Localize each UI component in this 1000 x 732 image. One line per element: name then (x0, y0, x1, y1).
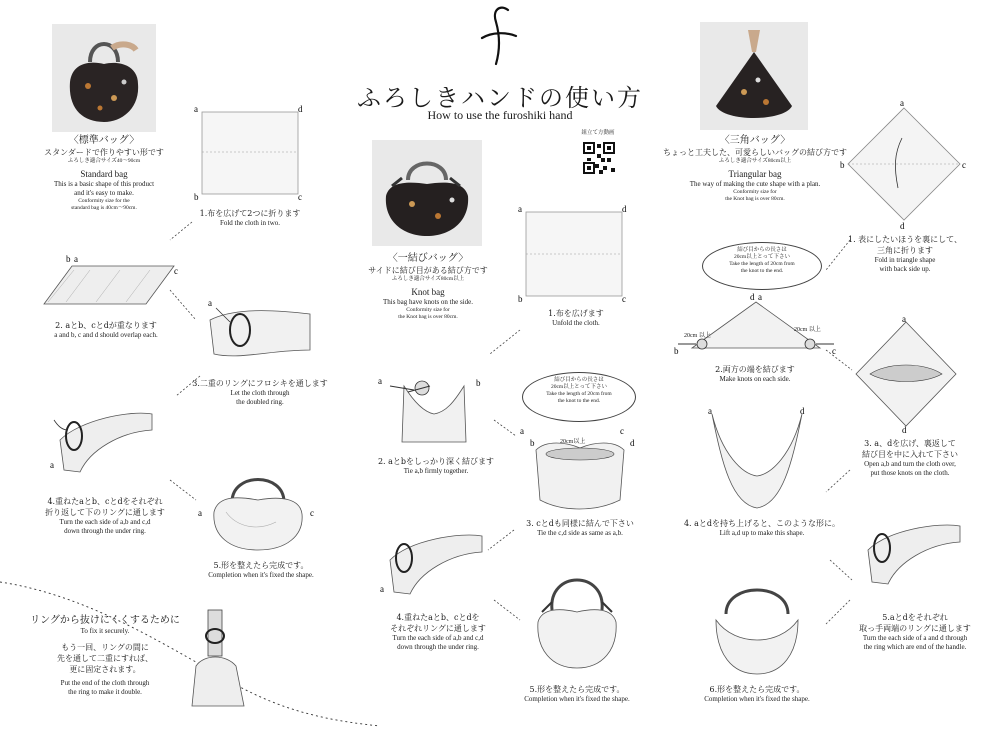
svg-text:d: d (630, 438, 635, 448)
standard-size-jp: ふろしき適合サイズ40〜90cm (67, 158, 141, 164)
note-jp-1: 結び目からの長さは (554, 377, 604, 383)
standard-step4-illustration (40, 400, 160, 490)
step-en2: down through the under ring. (397, 643, 479, 651)
knot-step3-caption (500, 518, 660, 538)
knot-measure-label: 20cm以上 (560, 439, 586, 445)
step-en: Turn the each side of a,b and c,d (59, 518, 151, 526)
note-en-1: Take the length of 20cm from (729, 261, 795, 267)
triangle-step3-illustration (848, 314, 964, 434)
step-jp2: それぞれリングに通します (390, 624, 486, 633)
svg-text:c: c (832, 346, 836, 356)
standard-bag-photo (52, 24, 156, 132)
triangle-conf-1: Conformity size for (733, 189, 777, 195)
svg-text:b: b (518, 294, 523, 304)
standard-step3-caption (180, 378, 340, 407)
svg-text:a: a (380, 584, 384, 594)
knot-step1-caption (496, 308, 656, 328)
knot-step1-illustration (516, 200, 634, 304)
step-jp: 2. aとb、cとdが重なります (55, 321, 157, 330)
step-en: Unfold the cloth. (552, 319, 600, 327)
step-jp: 5.aとdをそれぞれ (882, 613, 948, 622)
svg-text:d: d (750, 292, 755, 302)
svg-text:b: b (476, 378, 481, 388)
step-en: Completion when it's fixed the shape. (524, 695, 630, 703)
tip-en-2: the ring to make it double. (68, 688, 142, 696)
note-en-2: the knot to the end. (740, 268, 784, 274)
step-en2: down through the under ring. (64, 527, 146, 535)
standard-step4-caption (20, 496, 190, 536)
tip-jp-1: もう一回、リングの間に (61, 643, 149, 652)
triangle-title-en: Triangular bag (728, 169, 782, 179)
svg-text:c: c (174, 266, 178, 276)
standard-desc-en-1: This is a basic shape of this product (53, 180, 155, 188)
step-en: Open a,b and turn the cloth over, (864, 460, 956, 468)
knot-length-note (522, 372, 636, 422)
letter-b: b (194, 192, 199, 200)
svg-text:a: a (708, 406, 712, 416)
triangle-step5-illustration (848, 510, 968, 600)
standard-desc-en-2: and it's easy to make. (74, 189, 134, 197)
knot-bag-info (346, 252, 510, 321)
page-title: ふろしきハンドの使い方 (357, 84, 643, 112)
step-jp: 4.重ねたaとb、cとdを (396, 613, 480, 622)
triangle-length-note (702, 242, 822, 290)
svg-text:c: c (620, 426, 624, 436)
svg-text:a: a (758, 292, 762, 302)
knot-step2-caption (356, 456, 516, 476)
knot-title-jp: 〈一結びバッグ〉 (387, 253, 469, 264)
tip-title-en: To fix it securely. (80, 627, 130, 635)
tip-illustration (186, 606, 250, 710)
knot-step2-illustration (374, 372, 494, 456)
step-en: Fold in triangle shape (874, 256, 936, 264)
step-en: a and b, c and d should overlap each. (54, 331, 158, 339)
tip-en-1: Put the end of the cloth through (60, 679, 150, 687)
triangle-step2-caption (680, 364, 830, 384)
standard-subtitle-jp: スタンダードで作りやすい形です (44, 148, 164, 157)
svg-text:d: d (900, 221, 905, 230)
svg-text:a: a (518, 204, 522, 214)
qr-label: 組立て方動画 (581, 130, 615, 136)
step-en: Fold the cloth in two. (219, 219, 281, 227)
step-jp: 5.形を整えたら完成です。 (529, 685, 625, 694)
step-jp2: 折り返して下のリングに通します (45, 508, 165, 517)
triangle-step1-illustration (838, 98, 970, 230)
qr-code-icon (583, 142, 615, 174)
step-en: Completion when it's fixed the shape. (208, 571, 314, 579)
svg-text:b: b (674, 346, 679, 356)
triangle-step6-illustration (702, 574, 812, 680)
step-en: Let the cloth through (230, 389, 290, 397)
knot-title-en: Knot bag (411, 287, 445, 297)
knot-bag-photo (372, 140, 482, 246)
svg-text:b: b (66, 254, 71, 264)
letter-c: c (298, 192, 302, 200)
step-jp: 1.布を広げます (548, 309, 604, 318)
svg-text:a: a (50, 460, 54, 470)
svg-text:d: d (622, 204, 627, 214)
bag-photo-icon (52, 24, 156, 132)
standard-title-jp: 〈標準バッグ〉 (68, 135, 140, 146)
svg-text:a: a (520, 426, 524, 436)
triangle-bag-info (662, 134, 848, 203)
standard-step2-illustration (36, 252, 186, 316)
triangle-desc-en: The way of making the cute shape with a plan. (689, 180, 821, 188)
step-jp: 3. a、dを広げ、裏返して (864, 439, 956, 448)
tip-title-jp: リングから抜けにくくするために (30, 615, 180, 626)
triangle-step5-caption (830, 612, 1000, 652)
knot-step4-caption (356, 612, 520, 652)
bag-photo-icon (700, 22, 808, 130)
tip-jp-3: 更に固定されます。 (69, 665, 141, 674)
note-jp-2: 20cm以上とって下さい (550, 384, 608, 390)
step-jp: 1.布を広げて2つに折ります (199, 209, 301, 218)
step-en2: with back side up. (879, 265, 931, 273)
standard-conf-2: standard bag is 40cm〜90cm. (71, 205, 137, 211)
qr-code[interactable] (583, 142, 615, 174)
knot-conf-1: Conformity size for (406, 307, 450, 313)
svg-text:b: b (530, 438, 535, 448)
triangle-size-jp: ふろしき適合サイズ80cm以上 (718, 158, 792, 164)
knot-step5-illustration (522, 560, 632, 680)
knot-size-jp: ふろしき適合サイズ80cm以上 (391, 276, 465, 282)
tip-box (20, 614, 190, 697)
letter-d: d (298, 104, 303, 114)
standard-step3-illustration (200, 290, 316, 376)
step-jp2: 結び目を中に入れて下さい (862, 450, 958, 459)
tip-jp-2: 先を通して二重にすれば、 (57, 654, 153, 663)
step-en: Tie the c,d side as same as a,b. (537, 529, 623, 537)
page-subtitle: How to use the furoshiki hand (427, 108, 573, 122)
step-jp: 2.両方の端を結びます (715, 365, 795, 374)
logo (470, 2, 530, 72)
knot-conf-2: the Knot bag is over 80cm. (398, 314, 458, 320)
triangle-bag-photo (700, 22, 808, 130)
knot-desc-en: This bag have knots on the side. (382, 298, 473, 306)
note-en-1: Take the length of 20cm from (546, 391, 612, 397)
triangle-step4-illustration (702, 404, 812, 514)
step-jp: 6.形を整えたら完成です。 (709, 685, 805, 694)
knot-step4-illustration (370, 520, 490, 608)
standard-step1-illustration (194, 104, 306, 200)
step-en2: put those knots on the cloth. (870, 469, 950, 477)
step-en: Tie a,b firmly together. (403, 467, 469, 475)
bag-photo-icon (372, 140, 482, 246)
step-en: Turn the each side of a and d through (862, 634, 968, 642)
svg-text:c: c (310, 508, 314, 518)
svg-text:a: a (198, 508, 202, 518)
triangle-step3-caption (826, 438, 994, 478)
svg-text:b: b (840, 160, 845, 170)
knot-subtitle-jp: サイドに結び目がある結び方です (368, 266, 488, 275)
step-jp: 1. 表にしたいほうを裏にして、 (847, 235, 962, 244)
step-jp: 5.形を整えたら完成です。 (213, 561, 309, 570)
letter-a: a (194, 104, 198, 114)
svg-text:a: a (208, 298, 212, 308)
svg-text:a: a (378, 376, 382, 386)
step-jp: 3. cとdも同様に結んで下さい (526, 519, 634, 528)
triangle-measure-left: 20cm 以上 (684, 333, 711, 339)
svg-text:c: c (622, 294, 626, 304)
step-en: Lift a,d up to make this shape. (719, 529, 805, 537)
step-jp: 4.重ねたaとb、cとdをそれぞれ (47, 497, 163, 506)
svg-text:d: d (902, 425, 907, 434)
standard-step2-caption (16, 320, 196, 340)
triangle-step6-caption (672, 684, 842, 704)
svg-text:c: c (962, 160, 966, 170)
step-jp2: 三角に折ります (877, 246, 933, 255)
standard-step1-caption (170, 208, 330, 228)
svg-text:a: a (74, 254, 78, 264)
triangle-conf-2: the Knot bag is over 80cm. (725, 196, 785, 202)
step-en: Make knots on each side. (719, 375, 791, 383)
step-en2: the ring which are end of the handle. (863, 643, 967, 651)
triangle-subtitle-jp: ちょっと工夫した、可愛らしいバッグの結び方です (663, 148, 847, 157)
triangle-step4-caption (672, 518, 852, 538)
logo-f-icon (470, 2, 530, 72)
step-en2: the doubled ring. (236, 398, 284, 406)
triangle-title-jp: 〈三角バッグ〉 (719, 135, 791, 146)
svg-text:d: d (800, 406, 805, 416)
standard-conf-1: Conformity size for the (78, 198, 130, 204)
svg-text:a: a (902, 314, 906, 324)
step-jp: 2. aとbをしっかり深く結びます (377, 457, 495, 466)
step-en: Turn the each side of a,b and c,d (392, 634, 484, 642)
step-jp2: 取っ手両端のリングに通します (859, 624, 971, 633)
svg-text:a: a (900, 98, 904, 108)
note-en-2: the knot to the end. (557, 398, 601, 404)
standard-step5-illustration (196, 462, 320, 558)
triangle-step1-caption (830, 234, 980, 274)
standard-bag-info (24, 134, 184, 212)
triangle-measure-right: 20cm 以上 (794, 327, 821, 333)
note-jp-2: 20cm以上とって下さい (733, 254, 791, 260)
step-en: Completion when it's fixed the shape. (704, 695, 810, 703)
knot-step3-illustration (516, 420, 644, 516)
standard-title-en: Standard bag (80, 169, 128, 179)
knot-step5-caption (492, 684, 662, 704)
note-jp-1: 結び目からの長さは (737, 247, 787, 253)
step-jp: 4. aとdを持ち上げると、このような形に。 (683, 519, 841, 528)
step-jp: 3.二重のリングにフロシキを通します (192, 379, 328, 388)
